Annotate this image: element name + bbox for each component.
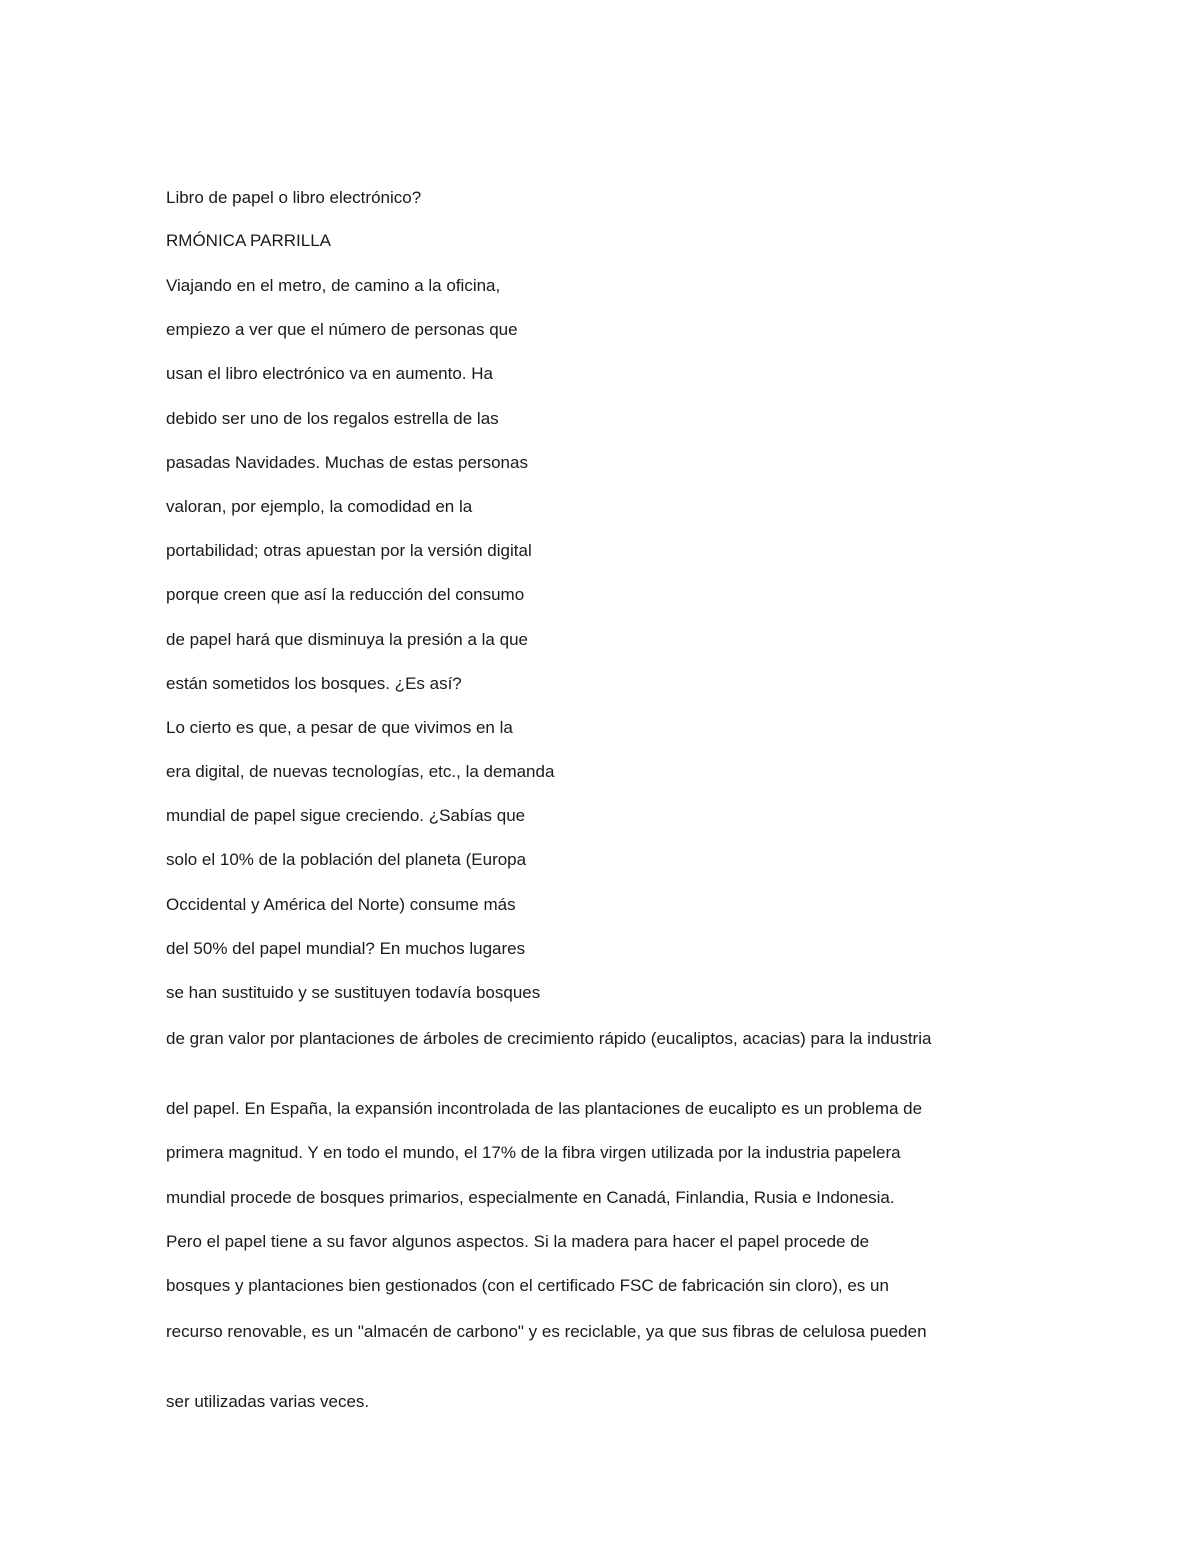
text-line: porque creen que así la reducción del consumo (166, 585, 525, 605)
document-author: RMÓNICA PARRILLA (166, 231, 332, 250)
text-line: del papel. En España, la expansión incontrolada de las plantaciones de eucalipto es un problema de (166, 1099, 923, 1119)
text-line: se han sustituido y se sustituyen todavía bosques (166, 983, 541, 1002)
text-line: era digital, de nuevas tecnologías, etc., la demanda (166, 762, 555, 782)
text-line: solo el 10% de la población del planeta (Europa (166, 850, 527, 870)
text-line: ser utilizadas varias veces. (166, 1392, 370, 1412)
text-line: mundial de papel sigue creciendo. ¿Sabías que (166, 806, 526, 826)
text-line: de papel hará que disminuya la presión a la que (166, 629, 528, 649)
text-line: de gran valor por plantaciones de árboles de crecimiento rápido (eucaliptos, acacias) para la industria (166, 1029, 932, 1049)
text-line: debido ser uno de los regalos estrella de las (166, 408, 499, 428)
text-line: del 50% del papel mundial? En muchos lugares (166, 938, 526, 958)
text-line: primera magnitud. Y en todo el mundo, el 17% de la fibra virgen utilizada por la industria papelera (166, 1143, 901, 1163)
document-title: Libro de papel o libro electrónico? (166, 188, 422, 207)
text-line: Viajando en el metro, de camino a la oficina, (166, 276, 501, 295)
text-line: portabilidad; otras apuestan por la versión digital (166, 541, 532, 561)
text-line: Lo cierto es que, a pesar de que vivimos en la (166, 717, 513, 737)
text-line: usan el libro electrónico va en aumento. Ha (166, 364, 493, 384)
text-line: recurso renovable, es un "almacén de carbono" y es reciclable, ya que sus fibras de celulosa pueden (166, 1322, 927, 1342)
text-line: Occidental y América del Norte) consume más (166, 894, 516, 914)
text-line: empiezo a ver que el número de personas que (166, 320, 518, 340)
text-line: valoran, por ejemplo, la comodidad en la (166, 496, 473, 516)
document-body (166, 186, 1032, 1420)
text-line: pasadas Navidades. Muchas de estas personas (166, 452, 528, 472)
text-line: Pero el papel tiene a su favor algunos aspectos. Si la madera para hacer el papel procede de (166, 1231, 870, 1251)
text-line: mundial procede de bosques primarios, especialmente en Canadá, Finlandia, Rusia e Indonesia. (166, 1187, 895, 1207)
text-line: bosques y plantaciones bien gestionados (con el certificado FSC de fabricación sin cloro), es un (166, 1275, 889, 1295)
text-line: están sometidos los bosques. ¿Es así? (166, 673, 462, 693)
